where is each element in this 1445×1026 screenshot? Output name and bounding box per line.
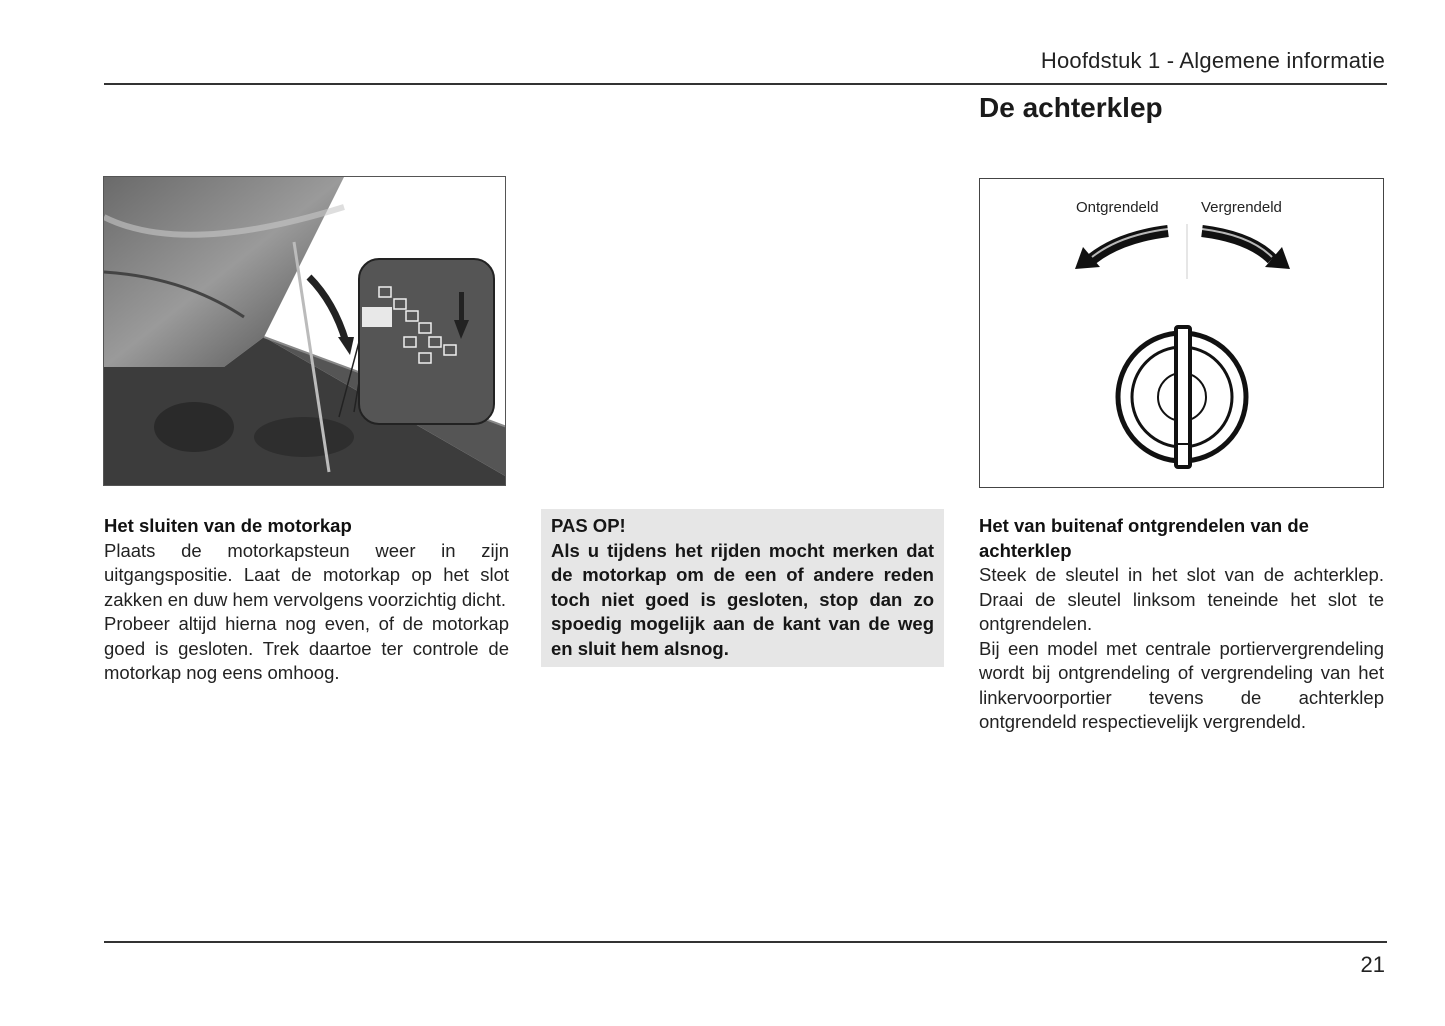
- tailgate-unlock-section: [979, 514, 1384, 735]
- hood-photo: [103, 176, 506, 486]
- page-number: 21: [1360, 952, 1385, 977]
- rotate-right-arrow-icon: [1202, 229, 1290, 269]
- header-rule: [104, 83, 1387, 85]
- tailgate-unlock-paragraph-1: Steek de sleutel in het slot van de achterklep. Draai de sleutel linksom teneinde het slot te ontgrendelen.: [979, 564, 1384, 634]
- unlocked-label: Ontgrendeld: [1076, 199, 1159, 216]
- warning-box: [541, 509, 944, 667]
- hood-closing-paragraph-2: Probeer altijd hierna nog even, of de motorkap goed is gesloten. Trek daartoe ter controle de motorkap nog eens omhoog.: [104, 613, 509, 683]
- chapter-header: Hoofdstuk 1 - Algemene informatie: [1040, 48, 1385, 73]
- curved-arrow-icon: [309, 277, 354, 355]
- rotate-left-arrow-icon: [1075, 229, 1168, 269]
- section-title: De achterklep: [979, 92, 1163, 123]
- warning-body: Als u tijdens het rijden mocht merken dat de motorkap om de een of andere reden toch niet goed is gesloten, stop dan zo spoedig mogelijk aan de kant van de weg en sluit hem alsnog.: [551, 539, 934, 659]
- footer-rule: [104, 941, 1387, 943]
- hood-closing-paragraph-1: Plaats de motorkapsteun weer in zijn uitgangspositie. Laat de motorkap op het slot zakken en duw hem vervolgens voorzichtig dicht.: [104, 539, 509, 610]
- lock-diagram: [979, 178, 1384, 488]
- hood-closing-section: [104, 514, 509, 686]
- hood-closing-heading: Het sluiten van de motorkap: [104, 515, 352, 536]
- warning-title: PAS OP!: [551, 515, 626, 536]
- tailgate-unlock-paragraph-2: Bij een model met centrale portiervergrendeling wordt bij ontgrendeling of vergrendeling van het linkervoorportier tevens de achterklep ontgrendeld respectievelijk vergrendeld.: [979, 637, 1384, 732]
- lock-inset: [359, 259, 494, 424]
- tailgate-unlock-heading: Het van buitenaf ontgrendelen van de achterklep: [979, 515, 1309, 561]
- locked-label: Vergrendeld: [1201, 199, 1282, 216]
- key-lock-icon: [1118, 327, 1246, 467]
